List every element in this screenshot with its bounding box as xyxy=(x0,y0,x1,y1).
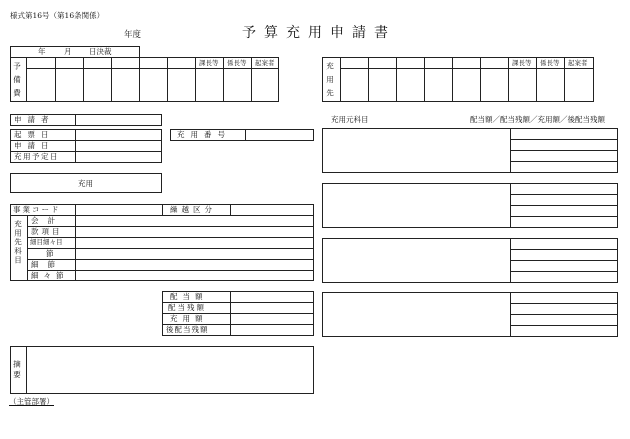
jigyo-code-label: 事業コード xyxy=(13,205,61,214)
juyou-label: 充用 xyxy=(78,179,93,188)
year-label: 年 xyxy=(38,47,46,56)
tekiyo-label: 摘要 xyxy=(12,360,22,381)
stamp-header-kacho-2: 課長等 xyxy=(512,59,532,67)
kamoku-kankomoku: 款項目 xyxy=(31,227,63,236)
stamp-header-kiansha-2: 起案者 xyxy=(568,59,588,67)
fiscal-year-label: 年度 xyxy=(124,30,142,40)
date-juyou-yotei-label: 充用予定日 xyxy=(14,152,59,161)
kurikoshi-label: 繰越区分 xyxy=(170,205,216,214)
kamoku-kaikei: 会計 xyxy=(31,216,64,225)
yobihi-label: 予備費 xyxy=(12,62,22,103)
stamp-header-kakaricho-2: 係長等 xyxy=(540,59,560,67)
amount-haito-zan: 配当残額 xyxy=(168,303,206,312)
dept-label: （主管部署） xyxy=(9,397,54,406)
applicant-label: 申請者 xyxy=(14,115,55,124)
tekiyo-box[interactable] xyxy=(10,346,314,394)
kamoku-saimoku: 細目細々目 xyxy=(30,238,63,246)
page-title: 予算充用申請書 xyxy=(242,25,396,41)
date-shinsei-label: 申請日 xyxy=(14,141,55,150)
stamp-header-kakaricho: 係長等 xyxy=(227,59,247,67)
form-number: 様式第16号（第16条関係） xyxy=(10,11,105,20)
juyou-moto-label: 充用元科目 xyxy=(331,115,369,124)
amounts-header: 配当額／配当残額／充用額／後配当残額 xyxy=(470,115,605,124)
kamoku-label: 充用先科目 xyxy=(13,220,23,265)
date-kihyo-label: 起票日 xyxy=(14,130,55,139)
juyou-number-label: 充用番号 xyxy=(177,130,231,139)
day-decision-label: 日決裁 xyxy=(89,47,112,56)
kamoku-setsu: 節 xyxy=(46,249,54,258)
stamp-header-kiansha: 起案者 xyxy=(255,59,275,67)
amount-haito: 配当額 xyxy=(170,292,208,301)
amount-juyou: 充用額 xyxy=(170,314,208,323)
month-label: 月 xyxy=(64,47,72,56)
stamp-header-kacho: 課長等 xyxy=(199,59,219,67)
kamoku-saisetsu: 細節 xyxy=(31,260,64,269)
juyousaki-label: 充用先 xyxy=(325,62,335,103)
kamoku-saisaisetsu: 細々節 xyxy=(31,271,69,280)
amount-go-haito-zan: 後配当残額 xyxy=(166,325,209,334)
